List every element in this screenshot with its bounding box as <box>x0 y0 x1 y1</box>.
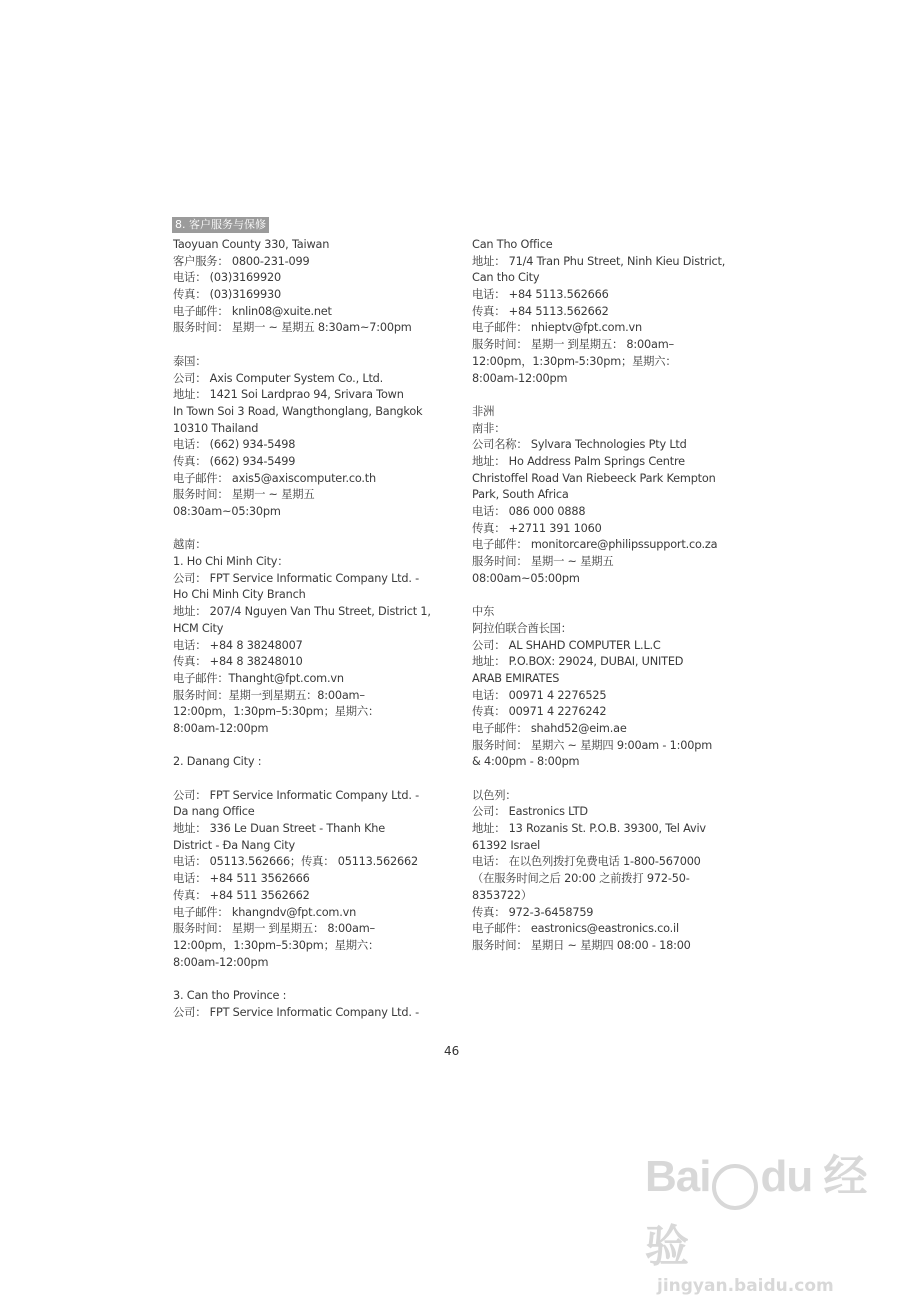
text-line: 服务时间： 星期一 到星期五： 8:00am– <box>173 922 375 936</box>
text-line: 以色列： <box>472 788 517 802</box>
text-line: 公司名称： Sylvara Technologies Pty Ltd <box>472 438 687 452</box>
text-line: 阿拉伯联合酋长国： <box>472 621 572 635</box>
text-line: 地址： Ho Address Palm Springs Centre <box>472 454 685 468</box>
right-column <box>472 237 762 955</box>
text-line: 电话： (03)3169920 <box>173 271 281 285</box>
text-line: 客户服务： 0800-231-099 <box>173 254 310 268</box>
text-line: 服务时间： 星期一 ~ 星期五 <box>173 488 315 502</box>
text-line: 传真： (662) 934-5499 <box>173 454 296 468</box>
text-line: Da nang Office <box>173 805 255 819</box>
text-line: 服务时间：星期一到星期五：8:00am– <box>173 688 365 702</box>
text-line: In Town Soi 3 Road, Wangthonglang, Bangkok <box>173 404 423 418</box>
text-line: 地址： 1421 Soi Lardprao 94, Srivara Town <box>173 388 404 402</box>
text-line: 电话： +84 5113.562666 <box>472 288 609 302</box>
text-line: 1. Ho Chi Minh City： <box>173 555 289 569</box>
text-line: HCM City <box>173 621 224 635</box>
text-line: 电话： +84 511 3562666 <box>173 872 310 886</box>
text-line: 10310 Thailand <box>173 421 259 435</box>
text-line: 服务时间： 星期一 ~ 星期五 8:30am~7:00pm <box>173 321 412 335</box>
text-line: 地址： 13 Rozanis St. P.O.B. 39300, Tel Aviv <box>472 822 706 836</box>
paw-icon <box>712 1164 758 1210</box>
text-line: 08:30am~05:30pm <box>173 505 281 518</box>
text-line: （在服务时间之后 20:00 之前拨打 972-50- <box>472 872 690 886</box>
text-line: 电子邮件： eastronics@eastronics.co.il <box>472 922 679 936</box>
text-line: 服务时间： 星期六 ~ 星期四 9:00am - 1:00pm <box>472 738 712 752</box>
text-line: 传真： +84 511 3562662 <box>173 888 310 902</box>
text-line: 12:00pm，1:30pm–5:30pm；星期六： <box>173 705 380 719</box>
text-line: 电话： +84 8 38248007 <box>173 638 303 652</box>
text-line: 电话： 086 000 0888 <box>472 505 586 518</box>
text-line: 公司： Axis Computer System Co., Ltd. <box>173 371 384 385</box>
text-line: 8:00am-12:00pm <box>173 721 269 735</box>
text-line: 电子邮件： monitorcare@philipssupport.co.za <box>472 538 718 552</box>
text-line: 传真： +84 5113.562662 <box>472 304 609 318</box>
left-column <box>173 237 463 1021</box>
text-line: 传真： +84 8 38248010 <box>173 655 303 669</box>
text-line: 公司： AL SHAHD COMPUTER L.L.C <box>472 638 661 652</box>
text-line: Can Tho Office <box>472 238 553 251</box>
text-line: 电子邮件： nhieptv@fpt.com.vn <box>472 321 642 335</box>
section-heading: 8. 客户服务与保修 <box>172 217 269 233</box>
text-line: 3. Can tho Province : <box>173 988 287 1002</box>
watermark-logo-left: Bai <box>645 1152 711 1201</box>
text-line: 电子邮件： shahd52@eim.ae <box>472 721 627 735</box>
text-line: 公司： FPT Service Informatic Company Ltd. - <box>173 571 420 585</box>
text-line: 地址： 207/4 Nguyen Van Thu Street, District 1, <box>173 605 431 619</box>
watermark-url: jingyan.baidu.com <box>657 1275 834 1296</box>
text-line: 南非： <box>472 421 506 435</box>
text-line: 12:00pm，1:30pm-5:30pm；星期六： <box>472 354 677 368</box>
text-line: 服务时间： 星期一 ~ 星期五 <box>472 555 614 569</box>
text-line: 中东 <box>472 605 495 619</box>
text-line: Ho Chi Minh City Branch <box>173 588 306 602</box>
text-line: 08:00am~05:00pm <box>472 571 580 585</box>
text-line: 传真： +2711 391 1060 <box>472 521 602 535</box>
text-line: 公司： FPT Service Informatic Company Ltd. - <box>173 788 420 802</box>
text-line: ARAB EMIRATES <box>472 671 560 685</box>
text-line: 8353722） <box>472 888 533 902</box>
text-line: 泰国： <box>173 354 207 368</box>
text-line: 越南： <box>173 538 207 552</box>
text-line: 12:00pm，1:30pm–5:30pm；星期六： <box>173 938 380 952</box>
blank-line <box>173 738 463 755</box>
text-line: 电话： 00971 4 2276525 <box>472 688 607 702</box>
text-line: 服务时间： 星期日 ~ 星期四 08:00 - 18:00 <box>472 938 691 952</box>
text-line: 8:00am-12:00pm <box>173 955 269 969</box>
text-line: 公司： Eastronics LTD <box>472 805 588 819</box>
blank-line <box>173 771 463 788</box>
text-line: 地址： 336 Le Duan Street - Thanh Khe <box>173 822 386 836</box>
text-line: 电话： (662) 934-5498 <box>173 438 296 452</box>
text-line: 电子邮件：Thanght@fpt.com.vn <box>173 671 344 685</box>
text-line: 传真： (03)3169930 <box>173 288 281 302</box>
text-line: 电子邮件： khangndv@fpt.com.vn <box>173 905 357 919</box>
text-line: Taoyuan County 330, Taiwan <box>173 238 330 251</box>
text-line: 电话： 在以色列拨打免费电话 1-800-567000 <box>472 855 701 869</box>
text-line: 2. Danang City : <box>173 755 262 769</box>
text-line: 传真： 972-3-6458759 <box>472 905 594 919</box>
text-line: 8:00am-12:00pm <box>472 371 568 385</box>
blank-line <box>173 971 463 988</box>
text-line: 电子邮件： knlin08@xuite.net <box>173 304 332 318</box>
blank-line <box>173 337 463 354</box>
watermark-logo-right: du 经验 <box>645 1152 867 1271</box>
text-line: 公司： FPT Service Informatic Company Ltd. - <box>173 1005 420 1019</box>
text-line: District - Đa Nang City <box>173 838 295 852</box>
blank-line <box>472 587 762 604</box>
text-line: 传真： 00971 4 2276242 <box>472 705 607 719</box>
text-line: Park, South Africa <box>472 488 569 502</box>
text-line: Can tho City <box>472 271 540 285</box>
text-line: 地址： P.O.BOX: 29024, DUBAI, UNITED <box>472 655 684 669</box>
blank-line <box>472 771 762 788</box>
baidu-watermark <box>645 1140 905 1296</box>
text-line: 服务时间： 星期一 到星期五： 8:00am– <box>472 338 674 352</box>
page-number: 46 <box>444 1044 460 1058</box>
text-line: 非洲 <box>472 404 495 418</box>
blank-line <box>472 387 762 404</box>
text-line: 电话： 05113.562666；传真： 05113.562662 <box>173 855 418 869</box>
text-line: 电子邮件： axis5@axiscomputer.co.th <box>173 471 376 485</box>
text-line: Christoffel Road Van Riebeeck Park Kempton <box>472 471 716 485</box>
text-line: 地址： 71/4 Tran Phu Street, Ninh Kieu District, <box>472 254 726 268</box>
blank-line <box>173 521 463 538</box>
text-line: & 4:00pm - 8:00pm <box>472 755 580 769</box>
text-line: 61392 Israel <box>472 838 541 852</box>
